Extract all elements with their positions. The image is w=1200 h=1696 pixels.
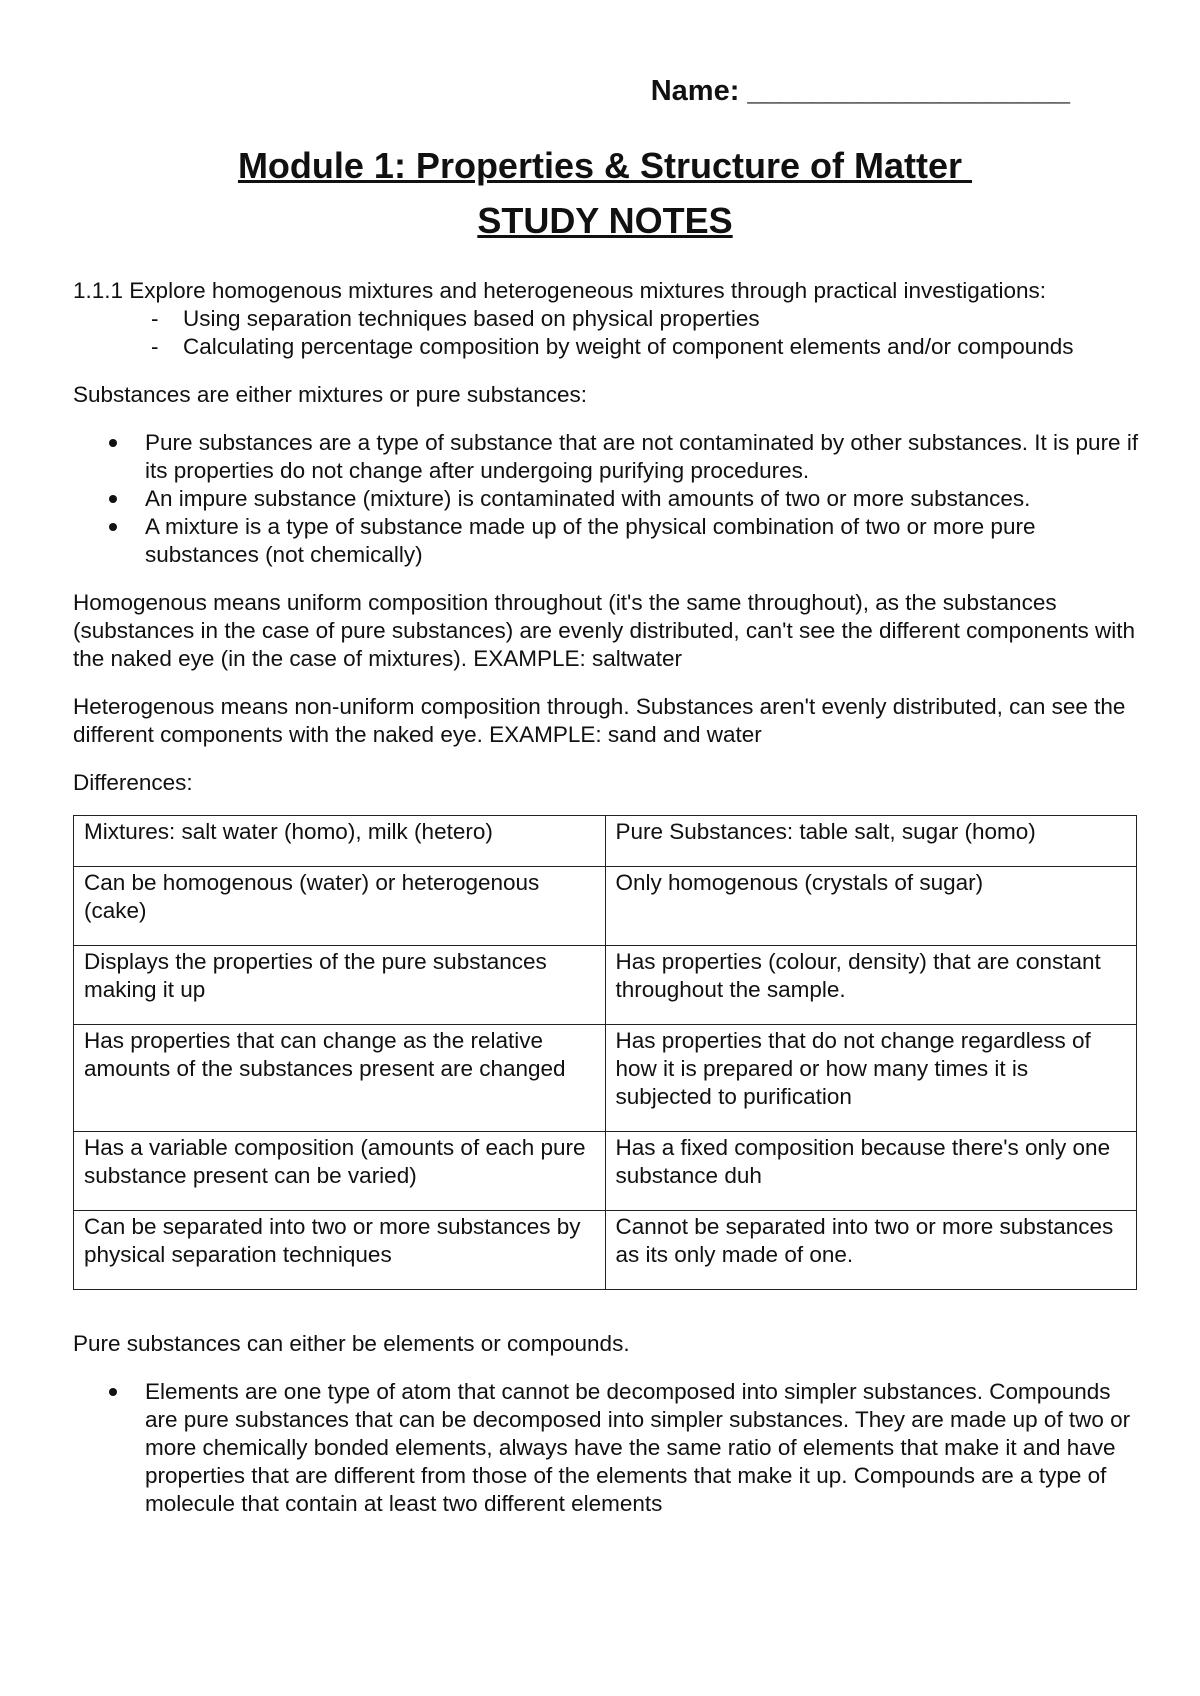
list-item: - Using separation techniques based on physical properties xyxy=(151,306,760,331)
list-item xyxy=(145,485,1143,513)
bullet-icon xyxy=(109,1388,117,1396)
table-cell: Can be separated into two or more substances by physical separation techniques xyxy=(74,1211,606,1290)
study-notes-title: STUDY NOTES xyxy=(477,200,733,241)
table-row xyxy=(74,1211,1137,1290)
table-row xyxy=(74,1132,1137,1211)
module-title: Module 1: Properties & Structure of Matter xyxy=(237,145,973,186)
table-row xyxy=(74,1025,1137,1132)
list-item-text: Elements are one type of atom that cannot be decomposed into simpler substances. Compounds are pure substances that can be decomposed into simpler substances. They are made up of two or more chemically bonded elements, always have the same ratio of elements that make it and have properties that are different from those of the elements that make it up. Compounds are a type of molecule that contain at least two different elements xyxy=(145,1379,1131,1516)
table-row xyxy=(74,867,1137,946)
differences-label: Differences: xyxy=(73,770,193,795)
list-item-text: Pure substances are a type of substance that are not contaminated by other substances. It is pure if its properties do not change after undergoing purifying procedures. xyxy=(145,430,1139,483)
heterogenous-paragraph: Heterogenous means non-uniform composition through. Substances aren't evenly distributed, can see the different components with the naked eye. EXAMPLE: sand and water xyxy=(73,694,1126,747)
bullet-icon xyxy=(109,523,117,531)
table-cell: Has properties (colour, density) that are constant throughout the sample. xyxy=(605,946,1137,1025)
list-item-text: Using separation techniques based on physical properties xyxy=(183,306,760,331)
homogenous-paragraph: Homogenous means uniform composition throughout (it's the same throughout), as the substances (substances in the case of pure substances) are evenly distributed, can't see the different components with the naked eye (in the case of mixtures). EXAMPLE: saltwater xyxy=(73,590,1135,671)
substances-list xyxy=(73,429,1143,569)
syllabus-list xyxy=(73,305,1143,361)
table-cell: Displays the properties of the pure substances making it up xyxy=(74,946,606,1025)
syllabus-point: 1.1.1 Explore homogenous mixtures and heterogeneous mixtures through practical investigations: xyxy=(73,278,1047,303)
table-cell: Has a variable composition (amounts of each pure substance present can be varied) xyxy=(74,1132,606,1211)
table-cell: Has properties that can change as the relative amounts of the substances present are changed xyxy=(74,1025,606,1132)
list-item: - Calculating percentage composition by weight of component elements and/or compounds xyxy=(151,334,1074,359)
list-item xyxy=(145,1378,1143,1518)
table-cell: Has properties that do not change regardless of how it is prepared or how many times it is subjected to purification xyxy=(605,1025,1137,1132)
table-cell: Cannot be separated into two or more substances as its only made of one. xyxy=(605,1211,1137,1290)
differences-table xyxy=(73,815,1137,1290)
table-row xyxy=(74,946,1137,1025)
list-item-text: An impure substance (mixture) is contaminated with amounts of two or more substances. xyxy=(145,486,1031,511)
list-item xyxy=(145,429,1143,485)
list-item-text: Calculating percentage composition by weight of component elements and/or compounds xyxy=(183,334,1074,359)
notes-body xyxy=(73,277,1143,1518)
list-item-text: A mixture is a type of substance made up of the physical combination of two or more pure substances (not chemically) xyxy=(145,514,1036,567)
substances-intro: Substances are either mixtures or pure substances: xyxy=(73,382,588,407)
bullet-icon xyxy=(109,495,117,503)
pure-list xyxy=(73,1378,1143,1518)
table-row xyxy=(74,816,1137,867)
bullet-icon xyxy=(109,439,117,447)
list-item xyxy=(145,513,1143,569)
table-cell: Mixtures: salt water (homo), milk (hetero) xyxy=(74,816,606,867)
table-cell: Has a fixed composition because there's only one substance duh xyxy=(605,1132,1137,1211)
table-cell: Pure Substances: table salt, sugar (homo) xyxy=(605,816,1137,867)
table-cell: Only homogenous (crystals of sugar) xyxy=(605,867,1137,946)
pure-intro: Pure substances can either be elements or compounds. xyxy=(73,1331,630,1356)
table-cell: Can be homogenous (water) or heterogenous (cake) xyxy=(74,867,606,946)
name-field: Name: ____________________ xyxy=(650,75,1070,107)
